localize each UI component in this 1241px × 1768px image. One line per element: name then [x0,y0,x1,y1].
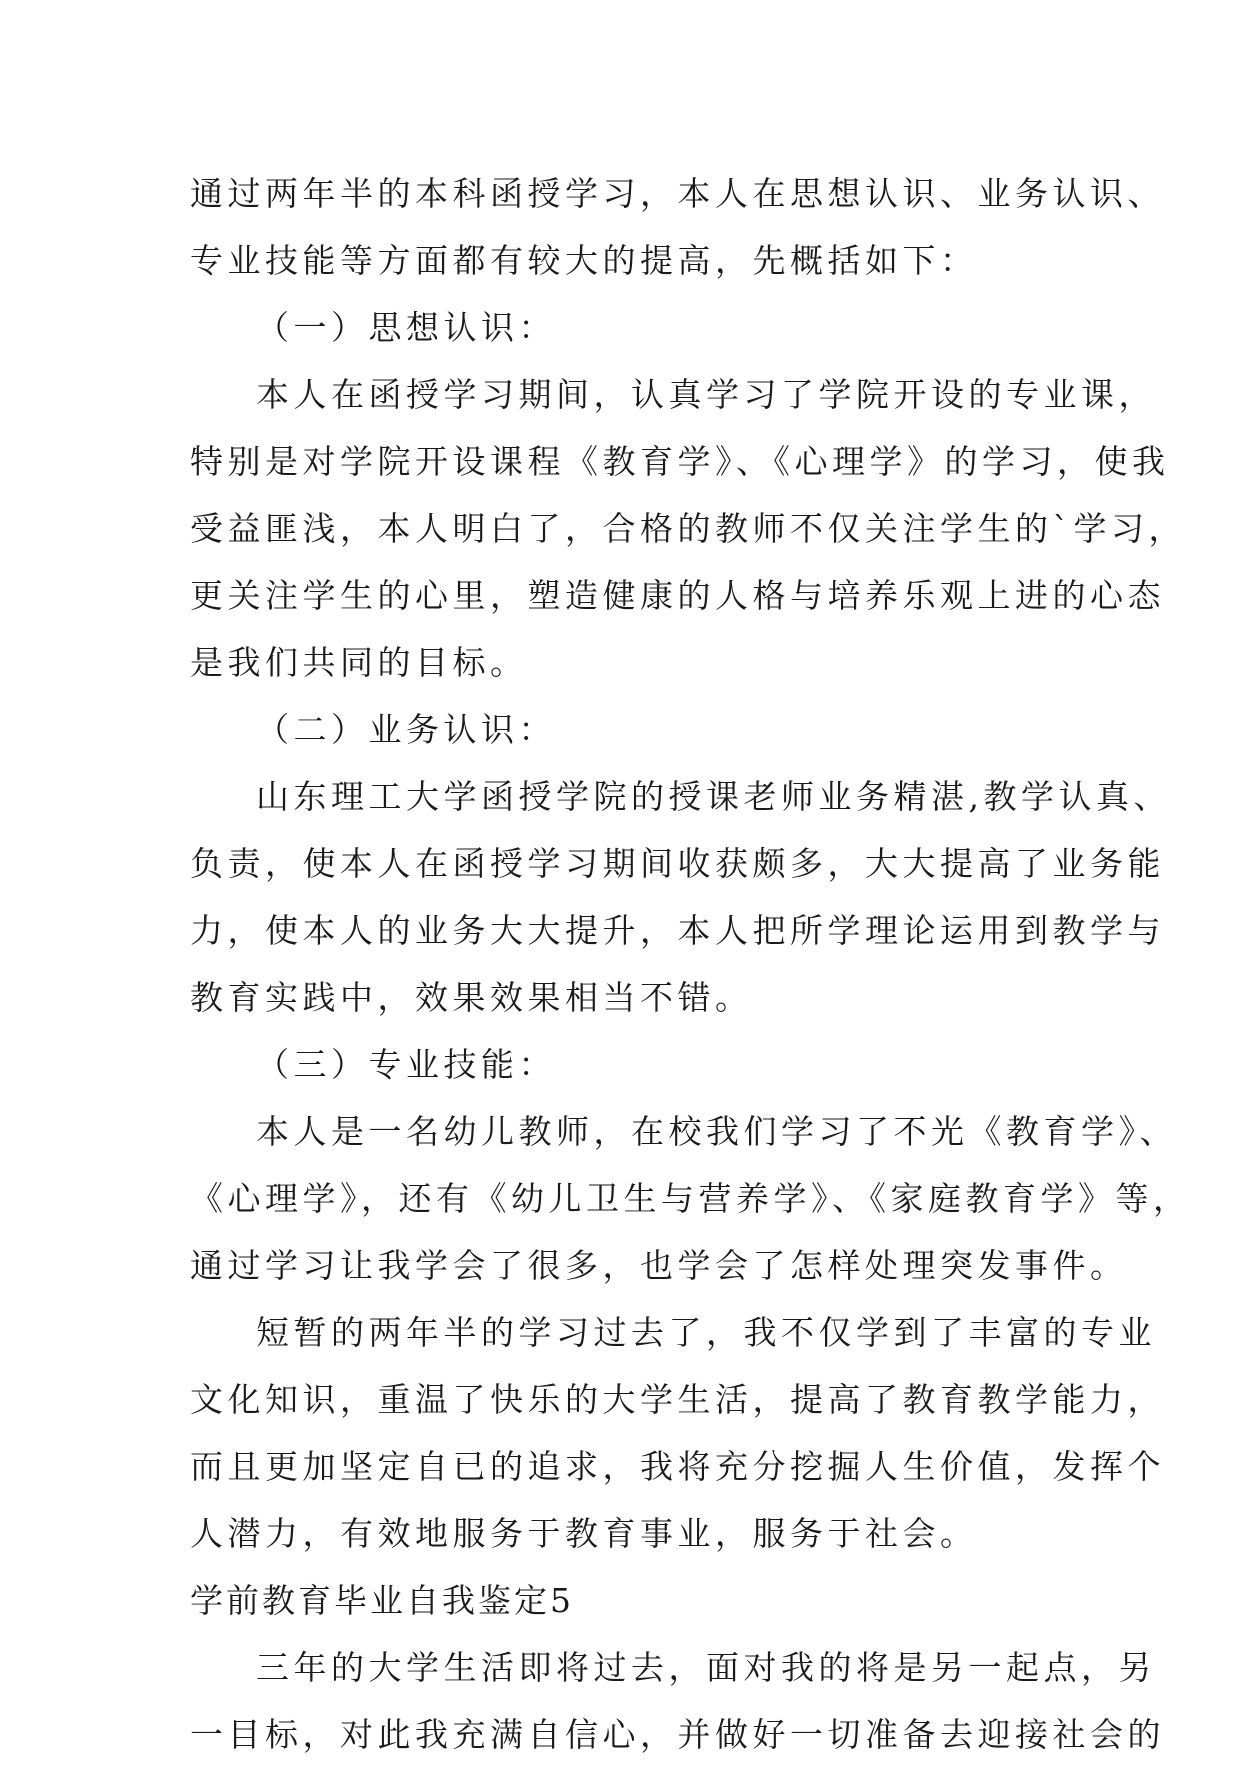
text-line: 受益匪浅，本人明白了，合格的教师不仅关注学生的`学习， [190,509,1186,548]
text-line: 更关注学生的心里，塑造健康的人格与培养乐观上进的心态 [190,576,1165,615]
text-line: 力，使本人的业务大大提升，本人把所学理论运用到教学与 [190,911,1165,950]
text-line: 一目标，对此我充满自信心，并做好一切准备去迎接社会的 [190,1715,1165,1754]
section-heading-thought: （一）思想认识： [256,308,556,347]
text-line: 通过学习让我学会了很多，也学会了怎样处理突发事件。 [190,1246,1128,1285]
text-line: 负责，使本人在函授学习期间收获颇多，大大提高了业务能 [190,844,1165,883]
text-line: 通过两年半的本科函授学习，本人在思想认识、业务认识、 [190,174,1165,213]
document-body [190,160,1191,1768]
text-line: 短暂的两年半的学习过去了，我不仅学到了丰富的专业 [256,1313,1156,1352]
text-line: 山东理工大学函授学院的授课老师业务精湛,教学认真、 [256,777,1171,816]
text-line: 《心理学》，还有《幼儿卫生与营养学》、《家庭教育学》等， [190,1179,1191,1218]
text-line: 特别是对学院开设课程《教育学》、《心理学》的学习，使我 [190,442,1170,481]
section-heading-skills: （三）专业技能： [256,1045,556,1084]
text-line: 文化知识，重温了快乐的大学生活，提高了教育教学能力， [190,1380,1165,1419]
text-line: 专业技能等方面都有较大的提高，先概括如下： [190,241,978,280]
document-title: 学前教育毕业自我鉴定5 [190,1581,574,1620]
section-heading-business: （二）业务认识： [256,710,556,749]
text-line: 而且更加坚定自已的追求，我将充分挖掘人生价值，发挥个 [190,1447,1165,1486]
text-line: 是我们共同的目标。 [190,643,528,682]
text-line: 三年的大学生活即将过去，面对我的将是另一起点，另 [256,1648,1156,1687]
text-line: 人潜力，有效地服务于教育事业，服务于社会。 [190,1514,978,1553]
text-line: 本人是一名幼儿教师，在校我们学习了不光《教育学》、 [256,1112,1177,1151]
text-line: 教育实践中，效果效果相当不错。 [190,978,753,1017]
text-line: 本人在函授学习期间，认真学习了学院开设的专业课， [256,375,1156,414]
